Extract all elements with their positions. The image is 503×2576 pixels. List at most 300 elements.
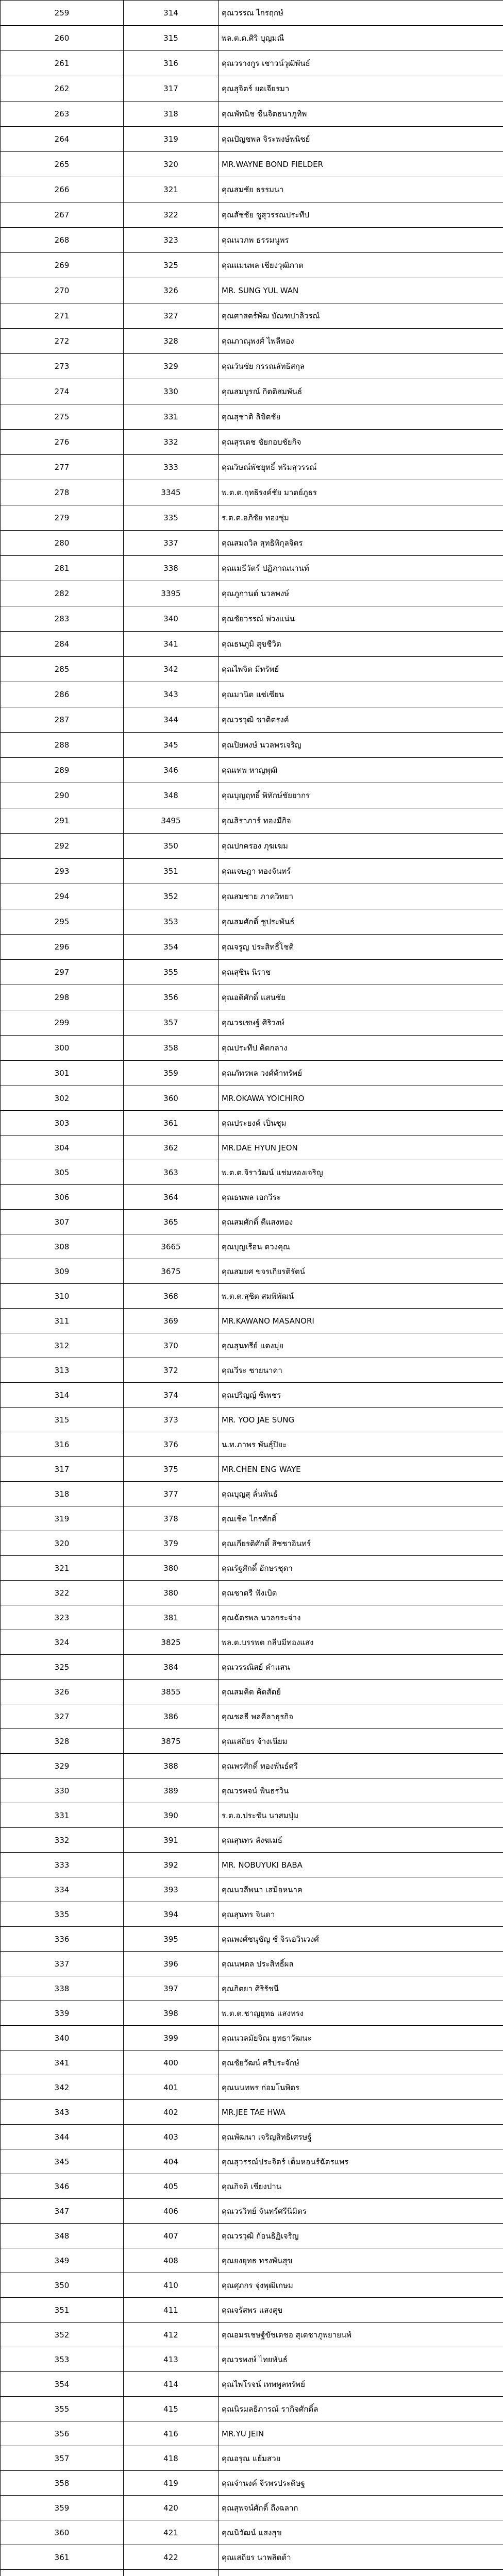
member-name-cell: คุณสุรเดช ชัยกอบชัยกิจ xyxy=(219,430,503,455)
table-row xyxy=(1,657,503,682)
member-code-cell: 381 xyxy=(124,1605,219,1630)
row-number-cell: 318 xyxy=(1,1482,124,1506)
row-number-cell: 299 xyxy=(1,1010,124,1036)
row-number-cell: 353 xyxy=(1,2347,124,2372)
member-name-cell: คุณฉัตรพล นวลกระจ่าง xyxy=(219,1605,503,1630)
member-name-cell: คุณวรพจน์ พินธรวิน xyxy=(219,1778,503,1803)
member-name-cell: พล.ต.ต.ศิริ บุญมณี xyxy=(219,26,503,51)
member-code-cell: 388 xyxy=(124,1754,219,1778)
row-number-cell: 310 xyxy=(1,1284,124,1309)
member-name-cell: คุณธนภูมิ สุขชีวิต xyxy=(219,632,503,657)
member-code-cell: 372 xyxy=(124,1358,219,1383)
member-name-cell: คุณมานิต แซ่เซียน xyxy=(219,682,503,707)
table-row xyxy=(1,2199,503,2224)
table-row xyxy=(1,1358,503,1383)
member-name-cell: คุณวรวุฒิ ก้อนธิฏิเจริญ xyxy=(219,2224,503,2248)
member-code-cell: 364 xyxy=(124,1185,219,1210)
member-code-cell: 413 xyxy=(124,2347,219,2372)
member-name-cell: คุณนนทพร ก่อมโนพิตร xyxy=(219,2075,503,2100)
member-code-cell: 401 xyxy=(124,2075,219,2100)
member-name-cell: MR.WAYNE BOND FIELDER xyxy=(219,152,503,177)
row-number-cell: 336 xyxy=(1,1927,124,1952)
member-name-cell: คุณพัทนิช ชื่นจิตธนาภูทิพ xyxy=(219,101,503,127)
row-number-cell: 343 xyxy=(1,2100,124,2125)
member-name-cell: คุณภูกานต์ นวลพงษ์ xyxy=(219,581,503,606)
member-name-cell: คุณเชิด ไกรศักดิ์ xyxy=(219,1506,503,1531)
member-code-cell: 356 xyxy=(124,985,219,1010)
row-number-cell: 355 xyxy=(1,2397,124,2421)
row-number-cell: 323 xyxy=(1,1605,124,1630)
member-code-cell: 407 xyxy=(124,2224,219,2248)
table-row xyxy=(1,2050,503,2075)
row-number-cell: 338 xyxy=(1,1976,124,2001)
table-row xyxy=(1,1581,503,1605)
member-code-cell: 397 xyxy=(124,1976,219,2001)
member-name-cell: คุณพรศักดิ์ ทองพันธ์ศรี xyxy=(219,1754,503,1778)
row-number-cell: 317 xyxy=(1,1457,124,1482)
member-code-cell: 340 xyxy=(124,606,219,632)
row-number-cell: 340 xyxy=(1,2026,124,2050)
row-number-cell: 324 xyxy=(1,1630,124,1655)
member-code-cell: 396 xyxy=(124,1952,219,1976)
row-number-cell: 302 xyxy=(1,1086,124,1111)
table-row xyxy=(1,1952,503,1976)
member-name-cell: คุณปัญชพล จิระพงษ์พนิชย์ xyxy=(219,127,503,152)
row-number-cell: 325 xyxy=(1,1655,124,1680)
row-number-cell: 262 xyxy=(1,76,124,101)
row-number-cell: 267 xyxy=(1,202,124,228)
table-row xyxy=(1,1927,503,1952)
row-number-cell: 297 xyxy=(1,960,124,985)
member-name-cell: ร.ต.อ.ประชัน นาสมปุ่ม xyxy=(219,1803,503,1828)
member-name-cell: MR.KAWANO MASANORI xyxy=(219,1309,503,1333)
table-row xyxy=(1,2570,503,2576)
member-name-cell: พ.ต.ต.ชาญยุทธ แสงทรง xyxy=(219,2001,503,2026)
member-name-cell: คุณปกครอง ภุฆเฆม xyxy=(219,834,503,859)
member-code-cell: 398 xyxy=(124,2001,219,2026)
member-code-cell: 321 xyxy=(124,177,219,202)
member-name-cell: คุณไพจิต มีทรัพย์ xyxy=(219,657,503,682)
member-name-cell: คุณนวลมัยจิณ ยุทธาวัฒนะ xyxy=(219,2026,503,2050)
member-code-cell: 333 xyxy=(124,455,219,480)
table-row xyxy=(1,1853,503,1877)
table-row xyxy=(1,2298,503,2323)
member-code-cell: 331 xyxy=(124,404,219,430)
row-number-cell: 341 xyxy=(1,2050,124,2075)
member-name-cell: คุณบุญสุ ลั่นพันธ์ xyxy=(219,1482,503,1506)
table-row xyxy=(1,581,503,606)
member-name-cell: MR. SUNG YUL WAN xyxy=(219,278,503,303)
table-row xyxy=(1,985,503,1010)
row-number-cell: 296 xyxy=(1,935,124,960)
member-name-cell: คุณอมรเชษฐ์ขัชเดชอ สุเดชาภูพยายนพ์ xyxy=(219,2323,503,2347)
table-row xyxy=(1,1061,503,1086)
table-row xyxy=(1,1754,503,1778)
table-row xyxy=(1,1408,503,1432)
row-number-cell: 332 xyxy=(1,1828,124,1853)
member-code-cell: 395 xyxy=(124,1927,219,1952)
row-number-cell: 334 xyxy=(1,1877,124,1902)
member-code-cell xyxy=(124,2570,219,2576)
member-name-cell: คุณสัชชัย ชูสุวรรณประทีป xyxy=(219,202,503,228)
member-name-cell: คุณสมถวิล สุทธิพิกุลจิตร xyxy=(219,531,503,556)
member-name-cell: คุณสมศักดิ์ ชูประพันธ์ xyxy=(219,909,503,935)
table-row xyxy=(1,1,503,26)
table-row xyxy=(1,404,503,430)
row-number-cell: 360 xyxy=(1,2520,124,2545)
member-code-cell: 370 xyxy=(124,1333,219,1358)
member-name-cell: คุณสุชาติ ลิขิตชัย xyxy=(219,404,503,430)
table-row xyxy=(1,430,503,455)
row-number-cell: 291 xyxy=(1,808,124,834)
member-name-cell: คุณศาสตร์พัฒ บัณฑปาลิวรณ์ xyxy=(219,303,503,329)
table-row xyxy=(1,733,503,758)
member-name-cell: คุณแมนพล เชียงวุฒิภาต xyxy=(219,253,503,278)
member-name-cell: คุณเสถียร นาพลิตต้า xyxy=(219,2545,503,2570)
member-code-cell: 3875 xyxy=(124,1729,219,1754)
table-row xyxy=(1,51,503,76)
member-code-cell: 406 xyxy=(124,2199,219,2224)
table-row xyxy=(1,1185,503,1210)
member-code-cell: 384 xyxy=(124,1655,219,1680)
member-code-cell: 400 xyxy=(124,2050,219,2075)
table-row xyxy=(1,2421,503,2446)
table-row xyxy=(1,556,503,581)
row-number-cell: 285 xyxy=(1,657,124,682)
table-row xyxy=(1,1556,503,1581)
row-number-cell: 354 xyxy=(1,2372,124,2397)
member-name-cell: คุณสุนทรีย์ แดงมุ่ย xyxy=(219,1333,503,1358)
row-number-cell: 322 xyxy=(1,1581,124,1605)
table-row xyxy=(1,354,503,379)
member-code-cell: 418 xyxy=(124,2446,219,2471)
row-number-cell: 357 xyxy=(1,2446,124,2471)
table-row xyxy=(1,707,503,733)
table-row xyxy=(1,2446,503,2471)
table-row xyxy=(1,758,503,783)
member-code-cell: 416 xyxy=(124,2421,219,2446)
member-code-cell: 354 xyxy=(124,935,219,960)
member-name-cell: คุณวรางกูร เชาวน์วุฒิพันธ์ xyxy=(219,51,503,76)
table-row xyxy=(1,859,503,884)
row-number-cell: 286 xyxy=(1,682,124,707)
row-number-cell: 329 xyxy=(1,1754,124,1778)
table-row xyxy=(1,960,503,985)
member-name-cell: คุณชัยวัฒน์ ศรีประจักษ์ xyxy=(219,2050,503,2075)
row-number-cell: 335 xyxy=(1,1902,124,1927)
member-code-cell: 338 xyxy=(124,556,219,581)
member-code-cell: 415 xyxy=(124,2397,219,2421)
member-name-cell: คุณจรัสพร แสงสุข xyxy=(219,2298,503,2323)
row-number-cell: 361 xyxy=(1,2545,124,2570)
member-code-cell: 369 xyxy=(124,1309,219,1333)
table-row xyxy=(1,2397,503,2421)
row-number-cell: 308 xyxy=(1,1234,124,1259)
table-row xyxy=(1,1432,503,1457)
row-number-cell: 311 xyxy=(1,1309,124,1333)
row-number-cell: 278 xyxy=(1,480,124,505)
row-number-cell: 280 xyxy=(1,531,124,556)
member-name-cell: คุณเจษฎา ทองจันทร์ xyxy=(219,859,503,884)
member-name-cell: คุณเมธีวัตร์ ปฏิภาณนานท์ xyxy=(219,556,503,581)
member-code-cell: 327 xyxy=(124,303,219,329)
table-row xyxy=(1,329,503,354)
table-row xyxy=(1,2125,503,2149)
table-row xyxy=(1,2001,503,2026)
row-number-cell: 271 xyxy=(1,303,124,329)
member-code-cell: 378 xyxy=(124,1506,219,1531)
table-row xyxy=(1,1704,503,1729)
row-number-cell: 313 xyxy=(1,1358,124,1383)
table-row xyxy=(1,2149,503,2174)
row-number-cell: 261 xyxy=(1,51,124,76)
row-number-cell: 303 xyxy=(1,1111,124,1136)
row-number-cell: 358 xyxy=(1,2471,124,2496)
table-row xyxy=(1,26,503,51)
table-row xyxy=(1,909,503,935)
member-name-cell: คุณวีระ ชายนาคา xyxy=(219,1358,503,1383)
row-number-cell: 356 xyxy=(1,2421,124,2446)
member-code-cell: 322 xyxy=(124,202,219,228)
member-code-cell: 392 xyxy=(124,1853,219,1877)
member-code-cell: 343 xyxy=(124,682,219,707)
member-code-cell: 368 xyxy=(124,1284,219,1309)
member-code-cell: 394 xyxy=(124,1902,219,1927)
table-row xyxy=(1,935,503,960)
member-name-cell: MR. YOO JAE SUNG xyxy=(219,1408,503,1432)
member-name-cell: คุณชัยวรรณ์ พ่วงแน่น xyxy=(219,606,503,632)
table-row xyxy=(1,253,503,278)
member-name-cell: คุณนิรมลธิภารณ์ รากิจศักดิ์ล xyxy=(219,2397,503,2421)
member-name-cell: คุณวิษณ์พัชยุทธิ์ หริมสุวรรณ์ xyxy=(219,455,503,480)
row-number-cell: 266 xyxy=(1,177,124,202)
member-code-cell: 403 xyxy=(124,2125,219,2149)
member-name-cell: MR.YU JEIN xyxy=(219,2421,503,2446)
row-number-cell: 275 xyxy=(1,404,124,430)
row-number-cell xyxy=(1,2570,124,2576)
row-number-cell: 295 xyxy=(1,909,124,935)
member-code-cell: 318 xyxy=(124,101,219,127)
member-name-cell: คุณปริญญ์ ชีเพชร xyxy=(219,1383,503,1408)
member-name-cell: คุณพงศ์ชนุชัญ ช์ จิรเอวินวงศ์ xyxy=(219,1927,503,1952)
member-name-cell: คุณรัฐศักดิ์ อักษรชุดา xyxy=(219,1556,503,1581)
member-code-cell: 3675 xyxy=(124,1259,219,1284)
row-number-cell: 272 xyxy=(1,329,124,354)
row-number-cell: 259 xyxy=(1,1,124,26)
member-name-cell: คุณสมชาย ภาควิทยา xyxy=(219,884,503,909)
member-code-cell: 373 xyxy=(124,1408,219,1432)
member-code-cell: 3665 xyxy=(124,1234,219,1259)
row-number-cell: 270 xyxy=(1,278,124,303)
member-name-cell: คุณวรรณ ไกรฤกษ์ xyxy=(219,1,503,26)
member-name-cell: คุณยงยุทธ ทรงพันสุข xyxy=(219,2248,503,2273)
member-name-cell: คุณนวภพ ธรรมนูพร xyxy=(219,228,503,253)
member-name-cell: คุณอดิศักดิ์ แสนชัย xyxy=(219,985,503,1010)
row-number-cell: 279 xyxy=(1,505,124,531)
row-number-cell: 265 xyxy=(1,152,124,177)
member-name-cell: คุณเกียรติศักดิ์ สิชชาอินทร์ xyxy=(219,1531,503,1556)
member-name-cell: พ.ต.ต.จิราวัฒน์ แช่มทองเจริญ xyxy=(219,1160,503,1185)
member-name-cell: คุณสุจิตร์ ยอเจียรมา xyxy=(219,76,503,101)
member-code-cell: 348 xyxy=(124,783,219,808)
table-row xyxy=(1,2496,503,2520)
table-row xyxy=(1,202,503,228)
member-code-cell: 405 xyxy=(124,2174,219,2199)
table-row xyxy=(1,455,503,480)
table-row xyxy=(1,1803,503,1828)
member-name-cell: คุณวรเชษฐ์ ศิริวงษ์ xyxy=(219,1010,503,1036)
row-number-cell: 333 xyxy=(1,1853,124,1877)
table-row xyxy=(1,1976,503,2001)
row-number-cell: 283 xyxy=(1,606,124,632)
member-name-cell: คุณบุญฤทธิ์ พิทักษ์ชัยยากร xyxy=(219,783,503,808)
table-body xyxy=(1,1,503,2576)
row-number-cell: 292 xyxy=(1,834,124,859)
member-name-cell: คุณธนพล เอกวีระ xyxy=(219,1185,503,1210)
row-number-cell: 337 xyxy=(1,1952,124,1976)
row-number-cell: 281 xyxy=(1,556,124,581)
table-row xyxy=(1,1729,503,1754)
table-row xyxy=(1,1284,503,1309)
member-name-cell: คุณสุนทร สังฆเมธ์ xyxy=(219,1828,503,1853)
table-row xyxy=(1,1111,503,1136)
table-row xyxy=(1,177,503,202)
member-code-cell: 341 xyxy=(124,632,219,657)
table-row xyxy=(1,808,503,834)
row-number-cell: 359 xyxy=(1,2496,124,2520)
row-number-cell: 276 xyxy=(1,430,124,455)
row-number-cell: 298 xyxy=(1,985,124,1010)
table-row xyxy=(1,1630,503,1655)
member-name-cell: คุณอรุณ แย้มสวย xyxy=(219,2446,503,2471)
member-name-cell: คุณกิตยา ศิริรัชนี xyxy=(219,1976,503,2001)
member-code-cell: 352 xyxy=(124,884,219,909)
row-number-cell: 260 xyxy=(1,26,124,51)
table-row xyxy=(1,1655,503,1680)
member-code-cell: 393 xyxy=(124,1877,219,1902)
table-row xyxy=(1,1531,503,1556)
member-name-cell: คุณบุญเรือน ดวงคุณ xyxy=(219,1234,503,1259)
row-number-cell: 263 xyxy=(1,101,124,127)
member-name-cell: คุณเสถียร จ้างเนียม xyxy=(219,1729,503,1754)
row-number-cell: 328 xyxy=(1,1729,124,1754)
member-code-cell: 375 xyxy=(124,1457,219,1482)
member-code-cell: 357 xyxy=(124,1010,219,1036)
row-number-cell: 346 xyxy=(1,2174,124,2199)
table-row xyxy=(1,1210,503,1234)
table-row xyxy=(1,1506,503,1531)
member-code-cell: 317 xyxy=(124,76,219,101)
member-code-cell: 350 xyxy=(124,834,219,859)
table-row xyxy=(1,2372,503,2397)
table-row xyxy=(1,1036,503,1061)
row-number-cell: 352 xyxy=(1,2323,124,2347)
member-name-cell: คุณวรวิทย์ จันทร์ศรีนิมิตร xyxy=(219,2199,503,2224)
table-row xyxy=(1,1680,503,1704)
member-name-cell: คุณสมศักดิ์ ดีแสงทอง xyxy=(219,1210,503,1234)
member-name-cell: คุณสิราภาร์ ทองมีกิจ xyxy=(219,808,503,834)
member-name-cell: คุณชลธี พลคีลาธุรกิจ xyxy=(219,1704,503,1729)
table-row xyxy=(1,1877,503,1902)
member-code-cell: 358 xyxy=(124,1036,219,1061)
member-code-cell: 408 xyxy=(124,2248,219,2273)
row-number-cell: 264 xyxy=(1,127,124,152)
row-number-cell: 287 xyxy=(1,707,124,733)
table-row xyxy=(1,2174,503,2199)
member-name-cell: คุณวรรณิสย์ คำแสน xyxy=(219,1655,503,1680)
row-number-cell: 350 xyxy=(1,2273,124,2298)
member-name-cell: คุณสุชิน นิราช xyxy=(219,960,503,985)
member-code-cell: 329 xyxy=(124,354,219,379)
row-number-cell: 321 xyxy=(1,1556,124,1581)
member-code-cell: 337 xyxy=(124,531,219,556)
table-row xyxy=(1,1086,503,1111)
member-name-cell: คุณสุนทร จินดา xyxy=(219,1902,503,1927)
row-number-cell: 320 xyxy=(1,1531,124,1556)
row-number-cell: 348 xyxy=(1,2224,124,2248)
member-code-cell: 361 xyxy=(124,1111,219,1136)
table-row xyxy=(1,1136,503,1160)
member-name-cell xyxy=(219,2570,503,2576)
table-row xyxy=(1,2323,503,2347)
row-number-cell: 290 xyxy=(1,783,124,808)
member-code-cell: 363 xyxy=(124,1160,219,1185)
table-row xyxy=(1,505,503,531)
row-number-cell: 319 xyxy=(1,1506,124,1531)
member-code-cell: 390 xyxy=(124,1803,219,1828)
row-number-cell: 339 xyxy=(1,2001,124,2026)
row-number-cell: 331 xyxy=(1,1803,124,1828)
table-row xyxy=(1,531,503,556)
member-code-cell: 342 xyxy=(124,657,219,682)
member-name-cell: น.ท.ภาพร พันธุ์ปิยะ xyxy=(219,1432,503,1457)
member-name-cell: ร.ต.ต.อภิชัย ทองชุ่ม xyxy=(219,505,503,531)
table-row xyxy=(1,1333,503,1358)
member-name-cell: คุณชาตรี ฟังเบิด xyxy=(219,1581,503,1605)
member-code-cell: 3345 xyxy=(124,480,219,505)
table-row xyxy=(1,1482,503,1506)
row-number-cell: 345 xyxy=(1,2149,124,2174)
table-row xyxy=(1,2248,503,2273)
row-number-cell: 293 xyxy=(1,859,124,884)
row-number-cell: 304 xyxy=(1,1136,124,1160)
member-code-cell: 412 xyxy=(124,2323,219,2347)
table-row xyxy=(1,480,503,505)
member-code-cell: 314 xyxy=(124,1,219,26)
member-code-cell: 345 xyxy=(124,733,219,758)
member-code-cell: 411 xyxy=(124,2298,219,2323)
row-number-cell: 314 xyxy=(1,1383,124,1408)
member-code-cell: 328 xyxy=(124,329,219,354)
member-code-cell: 402 xyxy=(124,2100,219,2125)
member-name-cell: พ.ต.ต.ฤทธิรงค์ชัย มาตย์ภูธร xyxy=(219,480,503,505)
table-row xyxy=(1,2026,503,2050)
row-number-cell: 288 xyxy=(1,733,124,758)
row-number-cell: 300 xyxy=(1,1036,124,1061)
member-code-cell: 376 xyxy=(124,1432,219,1457)
row-number-cell: 315 xyxy=(1,1408,124,1432)
member-code-cell: 379 xyxy=(124,1531,219,1556)
member-name-cell: คุณประยงค์ เปิ่นชุม xyxy=(219,1111,503,1136)
member-name-cell: คุณประทีป คิดกลาง xyxy=(219,1036,503,1061)
row-number-cell: 344 xyxy=(1,2125,124,2149)
table-row xyxy=(1,1605,503,1630)
member-name-cell: คุณสมยศ ขจรเกียรติรัตน์ xyxy=(219,1259,503,1284)
table-row xyxy=(1,2075,503,2100)
member-code-cell: 323 xyxy=(124,228,219,253)
member-name-cell: คุณกิจติ เชียงปาน xyxy=(219,2174,503,2199)
member-name-cell: MR. NOBUYUKI BABA xyxy=(219,1853,503,1877)
